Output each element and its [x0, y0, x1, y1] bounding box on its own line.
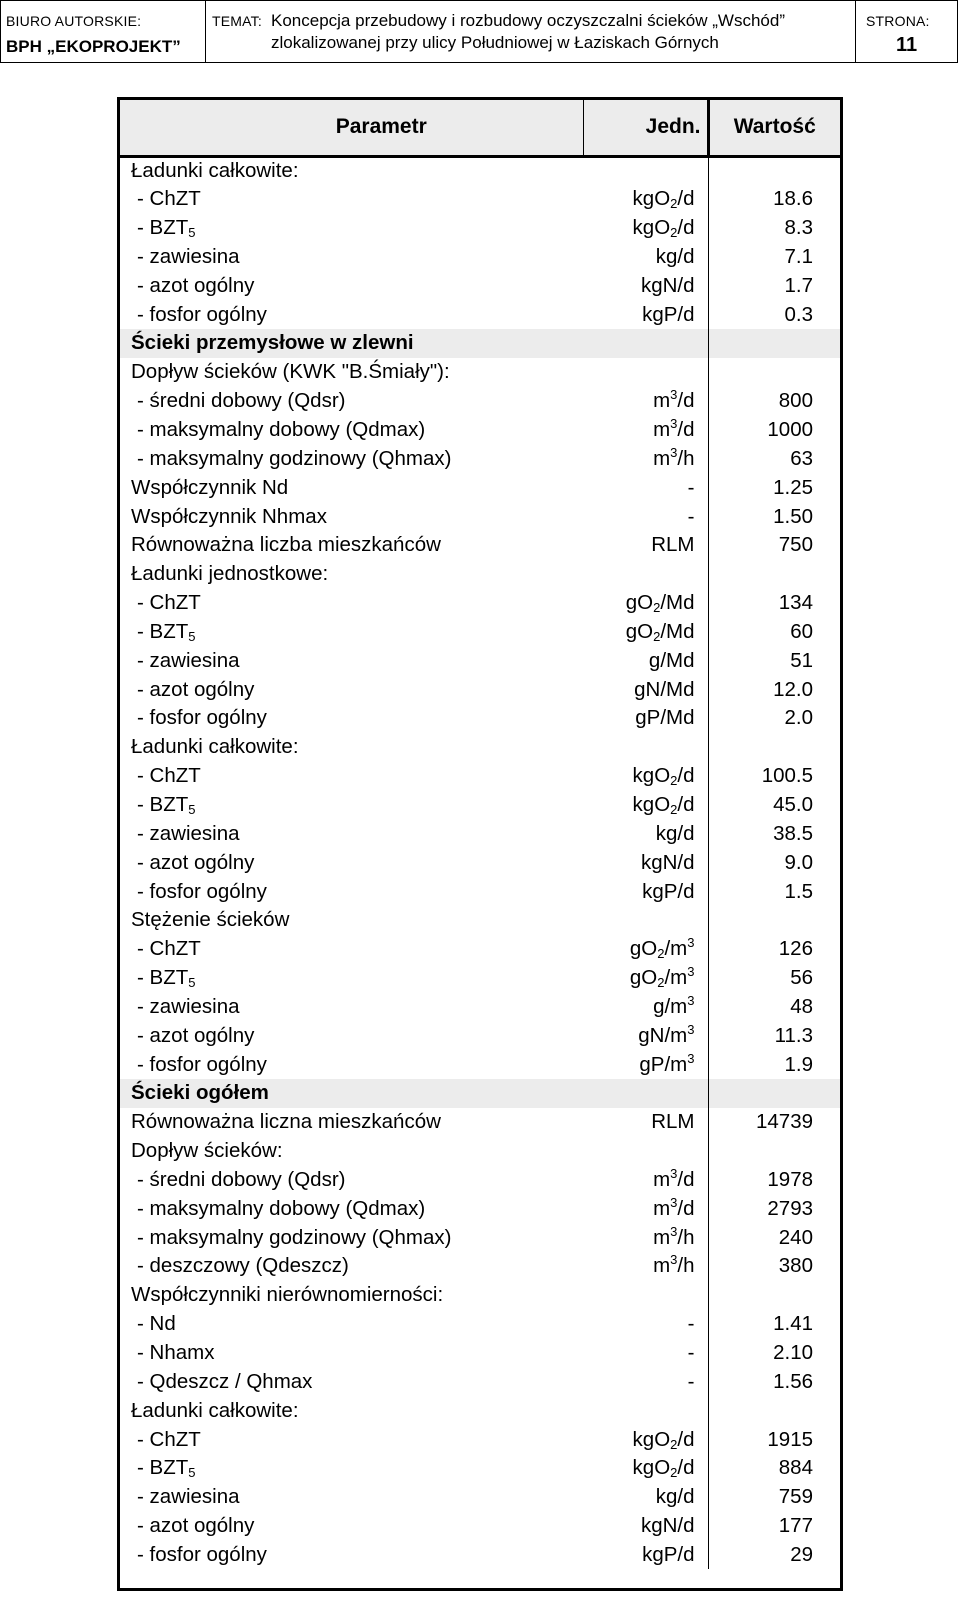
table-row — [120, 531, 840, 560]
unit-cell: $gP/m^3$ — [583, 1050, 708, 1079]
value-cell: 2.10 — [773, 1341, 813, 1365]
value-cell: 1.50 — [773, 504, 813, 528]
value-cell: 759 — [778, 1485, 813, 1509]
parameter-cell: - ChZT — [137, 1427, 201, 1451]
table-row — [120, 935, 840, 964]
table-row — [120, 848, 840, 877]
table-row — [120, 1541, 840, 1570]
column-header-parameter: Parametr — [120, 100, 583, 156]
value-cell — [708, 1396, 840, 1425]
value-cell: 884 — [778, 1456, 813, 1480]
parameter-cell: - deszczowy (Qdeszcz) — [137, 1254, 349, 1278]
parameter-cell: - Nhamx — [137, 1341, 215, 1365]
parameter-cell: - $BZT_5$ — [137, 792, 196, 817]
table-row — [120, 618, 840, 647]
parameter-cell: - maksymalny godzinowy (Qhmax) — [137, 1225, 452, 1249]
value-cell — [708, 733, 840, 762]
parameter-cell: Równoważna liczba mieszkańców — [131, 533, 441, 557]
value-cell: 800 — [778, 389, 813, 413]
parameter-cell: Współczynnik Nhmax — [131, 504, 327, 528]
table-row — [120, 358, 840, 387]
unit-cell: $m^3/d$ — [583, 416, 708, 445]
value-cell: 18.6 — [773, 187, 813, 211]
value-cell: 2793 — [767, 1196, 813, 1220]
topic-text — [271, 10, 785, 54]
author-label: BIURO AUTORSKIE: — [6, 13, 142, 29]
unit-cell: kgN/d — [583, 848, 708, 877]
parameter-table — [120, 100, 840, 1569]
column-header-unit: Jedn. — [583, 100, 708, 156]
value-cell: 1.5 — [784, 879, 813, 903]
value-cell — [708, 1079, 840, 1108]
parameter-cell: - ChZT — [137, 764, 201, 788]
value-cell — [708, 560, 840, 589]
value-cell: 126 — [778, 937, 813, 961]
value-cell — [708, 1281, 840, 1310]
value-cell: 14739 — [755, 1110, 813, 1134]
table-row — [120, 733, 840, 762]
table-row — [120, 156, 840, 185]
author-name: BPH „EKOPROJEKT” — [6, 37, 181, 56]
table-row — [120, 762, 840, 791]
value-cell: 1.25 — [773, 475, 813, 499]
unit-cell: - — [583, 1367, 708, 1396]
parameter-cell: - zawiesina — [137, 244, 240, 268]
parameter-cell: - $BZT_5$ — [137, 966, 196, 991]
author-cell — [1, 1, 206, 62]
table-row — [120, 1021, 840, 1050]
table-row — [120, 964, 840, 993]
value-cell: 45.0 — [773, 792, 813, 816]
page-label: STRONA: — [866, 13, 930, 29]
table-row — [120, 877, 840, 906]
table-row — [120, 1108, 840, 1137]
parameter-cell: Ładunki całkowite: — [131, 159, 299, 183]
unit-cell — [583, 329, 708, 358]
parameter-cell: - fosfor ogólny — [137, 706, 267, 730]
table-row — [120, 646, 840, 675]
table-row — [120, 1223, 840, 1252]
unit-cell: $m^3/d$ — [583, 1194, 708, 1223]
unit-cell: kg/d — [583, 1483, 708, 1512]
unit-cell — [583, 1079, 708, 1108]
value-cell: 12.0 — [773, 677, 813, 701]
value-cell: 63 — [790, 446, 813, 470]
unit-cell: kgP/d — [583, 877, 708, 906]
table-row — [120, 1194, 840, 1223]
unit-cell: - — [583, 1310, 708, 1339]
table-header-row — [120, 100, 840, 156]
parameter-cell: - azot ogólny — [137, 850, 255, 874]
value-cell: 100.5 — [761, 764, 813, 788]
unit-cell: kg/d — [583, 243, 708, 272]
parameter-cell: - Nd — [137, 1312, 176, 1336]
parameter-cell: - $BZT_5$ — [137, 1456, 196, 1481]
unit-cell — [583, 560, 708, 589]
table-row — [120, 704, 840, 733]
unit-cell: - — [583, 1339, 708, 1368]
value-cell — [708, 1137, 840, 1166]
value-cell: 56 — [790, 966, 813, 990]
value-cell — [708, 329, 840, 358]
unit-cell: $gO_2/m^3$ — [583, 935, 708, 964]
table-section-row — [120, 329, 840, 358]
value-cell: 29 — [790, 1542, 813, 1566]
parameter-cell: Ładunki całkowite: — [131, 735, 299, 759]
parameter-cell: - fosfor ogólny — [137, 1542, 267, 1566]
unit-cell: $gO_2/Md$ — [583, 618, 708, 647]
parameter-cell: Dopływ ścieków: — [131, 1139, 283, 1163]
parameter-cell: - średni dobowy (Qdsr) — [137, 389, 346, 413]
unit-cell: g/Md — [583, 646, 708, 675]
table-row — [120, 1339, 840, 1368]
unit-cell — [583, 1396, 708, 1425]
unit-cell — [583, 906, 708, 935]
unit-cell: RLM — [583, 531, 708, 560]
column-header-value: Wartość — [708, 100, 840, 156]
parameter-cell: - azot ogólny — [137, 273, 255, 297]
value-cell: 134 — [778, 591, 813, 615]
topic-line-1: Koncepcja przebudowy i rozbudowy oczyszczalni ścieków „Wschód” — [271, 11, 785, 30]
parameter-cell: Współczynnik Nd — [131, 475, 289, 499]
unit-cell: $m^3/h$ — [583, 444, 708, 473]
table-row — [120, 416, 840, 445]
table-row — [120, 1166, 840, 1195]
unit-cell: kgO$_2$/d — [583, 1425, 708, 1454]
table-row — [120, 444, 840, 473]
parameter-cell: - $BZT_5$ — [137, 619, 196, 644]
parameter-cell: Stężenie ścieków — [131, 908, 290, 932]
table-row — [120, 1281, 840, 1310]
parameter-cell: - Qdeszcz / Qhmax — [137, 1369, 313, 1393]
table-row — [120, 502, 840, 531]
parameter-cell: Ładunki całkowite: — [131, 1398, 299, 1422]
unit-cell: gN/Md — [583, 675, 708, 704]
parameter-cell: - średni dobowy (Qdsr) — [137, 1167, 346, 1191]
parameter-cell: - azot ogólny — [137, 677, 255, 701]
parameter-cell: - ChZT — [137, 187, 201, 211]
value-cell: 8.3 — [784, 216, 813, 240]
unit-cell — [583, 358, 708, 387]
table-row — [120, 473, 840, 502]
parameter-cell: - maksymalny dobowy (Qdmax) — [137, 1196, 426, 1220]
parameter-cell: - fosfor ogólny — [137, 879, 267, 903]
table-row — [120, 1396, 840, 1425]
unit-cell — [583, 733, 708, 762]
unit-cell: - — [583, 502, 708, 531]
value-cell — [708, 358, 840, 387]
page-header — [0, 0, 958, 63]
unit-cell: kg/d — [583, 819, 708, 848]
unit-cell: kgO$_2$/d — [583, 214, 708, 243]
parameter-cell: Dopływ ścieków (KWK "B.Śmiały"): — [131, 360, 450, 384]
unit-cell: - — [583, 473, 708, 502]
table-body — [120, 156, 840, 1569]
parameter-cell: - ChZT — [137, 591, 201, 615]
value-cell: 7.1 — [784, 244, 813, 268]
parameter-cell: Równoważna liczna mieszkańców — [131, 1110, 441, 1134]
table-row — [120, 675, 840, 704]
parameter-table-frame — [117, 97, 843, 1591]
value-cell: 11.3 — [774, 1023, 813, 1047]
table-row — [120, 791, 840, 820]
unit-cell: $gO_2/m^3$ — [583, 964, 708, 993]
unit-cell: $m^3/d$ — [583, 1166, 708, 1195]
table-row — [120, 214, 840, 243]
unit-cell: gP/Md — [583, 704, 708, 733]
parameter-cell: - zawiesina — [137, 821, 240, 845]
parameter-cell: - azot ogólny — [137, 1514, 255, 1538]
table-row — [120, 271, 840, 300]
value-cell: 1000 — [767, 418, 813, 442]
value-cell: 1978 — [767, 1167, 813, 1191]
table-row — [120, 1367, 840, 1396]
page-cell — [856, 1, 957, 62]
value-cell: 9.0 — [784, 850, 813, 874]
table-row — [120, 1252, 840, 1281]
parameter-cell: Ścieki przemysłowe w zlewni — [120, 329, 583, 358]
table-row — [120, 300, 840, 329]
parameter-cell: - fosfor ogólny — [137, 302, 267, 326]
parameter-cell: Współczynniki nierównomierności: — [131, 1283, 444, 1307]
value-cell: 38.5 — [773, 821, 813, 845]
table-row — [120, 1454, 840, 1483]
value-cell: 1.7 — [784, 273, 813, 297]
table-row — [120, 387, 840, 416]
parameter-cell: - azot ogólny — [137, 1023, 255, 1047]
value-cell: 0.3 — [784, 302, 813, 326]
unit-cell — [583, 1137, 708, 1166]
table-row — [120, 560, 840, 589]
parameter-cell: - zawiesina — [137, 994, 240, 1018]
value-cell: 750 — [778, 533, 813, 557]
parameter-cell: Ładunki jednostkowe: — [131, 562, 329, 586]
topic-cell — [206, 1, 856, 62]
value-cell: 60 — [790, 619, 813, 643]
value-cell: 1.56 — [773, 1369, 813, 1393]
value-cell — [708, 156, 840, 185]
table-row — [120, 1512, 840, 1541]
table-row — [120, 1483, 840, 1512]
unit-cell: $gN/m^3$ — [583, 1021, 708, 1050]
parameter-cell: - zawiesina — [137, 1485, 240, 1509]
unit-cell: $m^3/h$ — [583, 1252, 708, 1281]
table-row — [120, 1050, 840, 1079]
table-row — [120, 589, 840, 618]
value-cell: 1.41 — [773, 1312, 813, 1336]
value-cell: 380 — [778, 1254, 813, 1278]
parameter-cell: - $BZT_5$ — [137, 216, 196, 241]
unit-cell: RLM — [583, 1108, 708, 1137]
table-row — [120, 243, 840, 272]
unit-cell: kgP/d — [583, 300, 708, 329]
topic-label: TEMAT: — [212, 13, 262, 29]
table-row — [120, 1425, 840, 1454]
table-row — [120, 906, 840, 935]
value-cell: 240 — [778, 1225, 813, 1249]
table-row — [120, 1137, 840, 1166]
unit-cell: kgP/d — [583, 1541, 708, 1570]
parameter-cell: - maksymalny dobowy (Qdmax) — [137, 418, 426, 442]
parameter-cell: - zawiesina — [137, 648, 240, 672]
unit-cell: $m^3/d$ — [583, 387, 708, 416]
parameter-cell: - fosfor ogólny — [137, 1052, 267, 1076]
value-cell — [708, 906, 840, 935]
unit-cell: kgN/d — [583, 1512, 708, 1541]
unit-cell: kgN/d — [583, 271, 708, 300]
unit-cell: kgO$_2$/d — [583, 762, 708, 791]
value-cell: 2.0 — [784, 706, 813, 730]
unit-cell: kgO$_2$/d — [583, 791, 708, 820]
value-cell: 48 — [790, 994, 813, 1018]
parameter-cell: Ścieki ogółem — [120, 1079, 583, 1108]
table-row — [120, 185, 840, 214]
value-cell: 1915 — [767, 1427, 813, 1451]
unit-cell: $m^3/h$ — [583, 1223, 708, 1252]
page-number: 11 — [896, 34, 918, 56]
unit-cell: $g/m^3$ — [583, 992, 708, 1021]
value-cell: 51 — [790, 648, 813, 672]
parameter-cell: - maksymalny godzinowy (Qhmax) — [137, 446, 452, 470]
table-row — [120, 819, 840, 848]
parameter-cell: - ChZT — [137, 937, 201, 961]
unit-cell — [583, 1281, 708, 1310]
table-row — [120, 1310, 840, 1339]
unit-cell: $gO_2/Md$ — [583, 589, 708, 618]
unit-cell — [583, 156, 708, 185]
value-cell: 177 — [778, 1514, 813, 1538]
unit-cell: kgO$_2$/d — [583, 1454, 708, 1483]
topic-line-2: zlokalizowanej przy ulicy Południowej w Łaziskach Górnych — [271, 33, 719, 52]
table-row — [120, 992, 840, 1021]
table-section-row — [120, 1079, 840, 1108]
value-cell: 1.9 — [784, 1052, 813, 1076]
unit-cell: kgO$_2$/d — [583, 185, 708, 214]
